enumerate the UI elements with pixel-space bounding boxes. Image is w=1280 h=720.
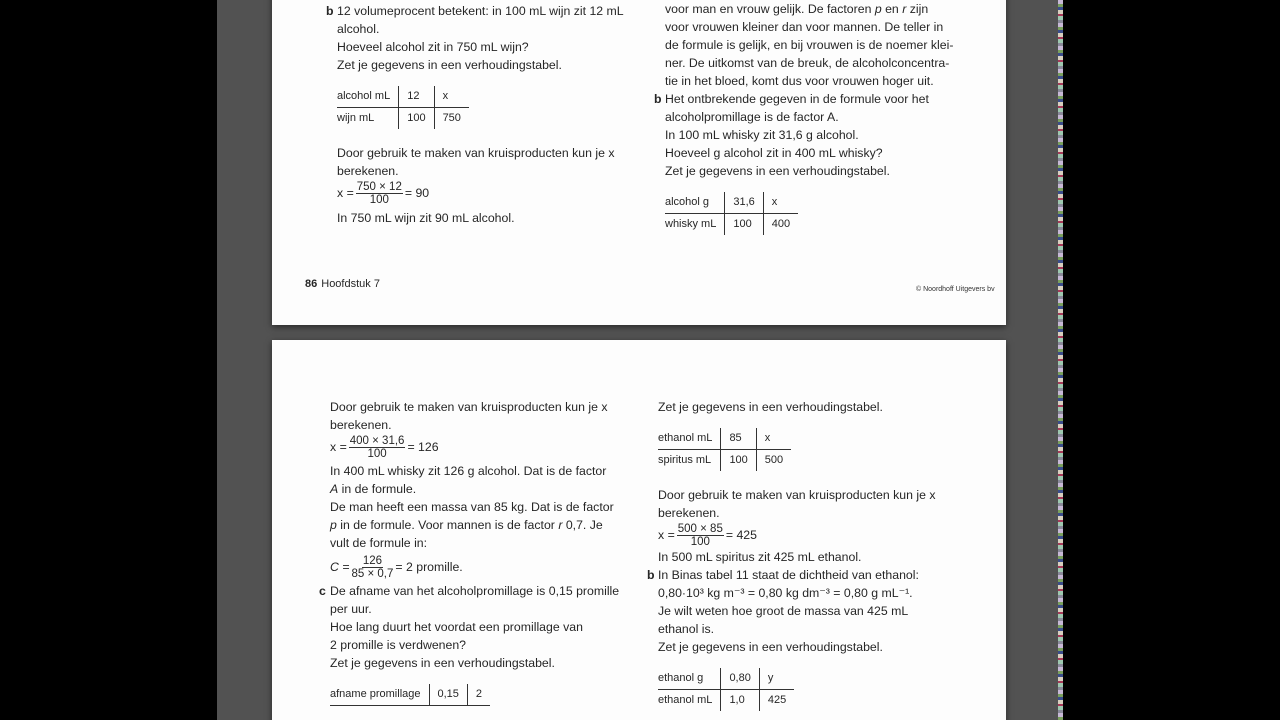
ratio-table: ethanol g 0,80 y ethanol mL 1,0 425 bbox=[658, 668, 794, 711]
equation: C = $\frac{126}{85 \times 0,7}$ = 2 promille. bbox=[330, 554, 463, 580]
text-line: berekenen. bbox=[330, 418, 392, 432]
page-87 bbox=[272, 340, 1006, 720]
page-number: 86 bbox=[305, 278, 318, 290]
ratio-table: alcohol mL 12 x wijn mL 100 750 bbox=[337, 86, 469, 129]
ratio-table: ethanol mL 85 x spiritus mL 100 500 bbox=[658, 428, 791, 471]
text-line: Zet je gegevens in een verhoudingstabel. bbox=[330, 656, 555, 670]
text-line: per uur. bbox=[330, 602, 372, 616]
text-line: Zet je gegevens in een verhoudingstabel. bbox=[337, 58, 562, 72]
scrollbar-thumbnail-strip[interactable] bbox=[1058, 0, 1063, 720]
text-line: Hoeveel g alcohol zit in 400 mL whisky? bbox=[665, 146, 883, 160]
ratio-table: afname promillage 0,15 2 bbox=[330, 684, 490, 706]
text-line: alcoholpromillage is de factor A. bbox=[665, 110, 839, 124]
text-line: Het ontbrekende gegeven in de formule voor het bbox=[665, 92, 929, 106]
item-label-b: b bbox=[654, 92, 662, 106]
text-line: In 500 mL spiritus zit 425 mL ethanol. bbox=[658, 550, 862, 564]
page-footer bbox=[305, 278, 380, 290]
text-line: In Binas tabel 11 staat de dichtheid van ethanol: bbox=[658, 568, 919, 582]
density-formula: 0,80·10³ kg m⁻³ = 0,80 kg dm⁻³ = 0,80 g mL⁻¹. bbox=[658, 586, 913, 600]
equation: x = $\frac{750 \times 12}{100}$ = 90 bbox=[337, 180, 430, 206]
text-line: tie in het bloed, komt dus voor vrouwen hoger uit. bbox=[665, 74, 934, 88]
text-line: voor vrouwen kleiner dan voor mannen. De teller in bbox=[665, 20, 944, 34]
text-line: ethanol is. bbox=[658, 622, 715, 636]
text-line: Zet je gegevens in een verhoudingstabel. bbox=[665, 164, 890, 178]
page2-right-column bbox=[647, 398, 988, 711]
text-line: voor man en vrouw gelijk. De factoren p en r zijn bbox=[665, 2, 929, 16]
text-line: De afname van het alcoholpromillage is 0,15 promille bbox=[330, 584, 620, 598]
ratio-table: alcohol g 31,6 x whisky mL 100 400 bbox=[665, 192, 798, 235]
text-line: alcohol. bbox=[337, 22, 380, 36]
text-line: Je wilt weten hoe groot de massa van 425 mL bbox=[658, 604, 909, 618]
item-label-b: b bbox=[647, 568, 655, 582]
item-label-c: c bbox=[319, 584, 326, 598]
text-line: Zet je gegevens in een verhoudingstabel. bbox=[658, 640, 883, 654]
text-line: In 100 mL whisky zit 31,6 g alcohol. bbox=[665, 128, 859, 142]
text-line: De man heeft een massa van 85 kg. Dat is de factor bbox=[330, 500, 614, 514]
text-line: In 750 mL wijn zit 90 mL alcohol. bbox=[337, 211, 515, 225]
text-line: berekenen. bbox=[658, 506, 720, 520]
text-line: ner. De uitkomst van de breuk, de alcoholconcentra- bbox=[665, 56, 950, 70]
text-line: Zet je gegevens in een verhoudingstabel. bbox=[658, 400, 883, 414]
text-line: Door gebruik te maken van kruisproducten kun je x bbox=[330, 400, 608, 414]
text-line: Hoeveel alcohol zit in 750 mL wijn? bbox=[337, 40, 529, 54]
text-line: A in de formule. bbox=[330, 482, 417, 496]
text-line: Hoe lang duurt het voordat een promillage van bbox=[330, 620, 583, 634]
text-line: In 400 mL whisky zit 126 g alcohol. Dat is de factor bbox=[330, 464, 607, 478]
page-86 bbox=[272, 0, 1006, 325]
equation: x = $\frac{400 \times 31,6}{100}$ = 126 bbox=[330, 434, 439, 460]
text-line: Door gebruik te maken van kruisproducten kun je x bbox=[658, 488, 936, 502]
page1-right-column bbox=[654, 0, 995, 235]
page1-left-column bbox=[326, 2, 647, 227]
chapter-title: Hoofdstuk 7 bbox=[321, 278, 380, 290]
text-line: berekenen. bbox=[337, 164, 399, 178]
page2-left-column bbox=[319, 398, 650, 706]
text-line: Door gebruik te maken van kruisproducten kun je x bbox=[337, 146, 615, 160]
copyright: © Noordhoff Uitgevers bv bbox=[916, 286, 995, 293]
text-line: de formule is gelijk, en bij vrouwen is de noemer klei- bbox=[665, 38, 954, 52]
text-line: vult de formule in: bbox=[330, 536, 428, 550]
text-line: 2 promille is verdwenen? bbox=[330, 638, 467, 652]
equation: x = $\frac{500 \times 85}{100}$ = 425 bbox=[658, 522, 757, 548]
text-line: p in de formule. Voor mannen is de factor r 0,7. Je bbox=[330, 518, 603, 532]
text-line: 12 volumeprocent betekent: in 100 mL wijn zit 12 mL bbox=[337, 4, 624, 18]
item-label-b: b bbox=[326, 4, 334, 18]
